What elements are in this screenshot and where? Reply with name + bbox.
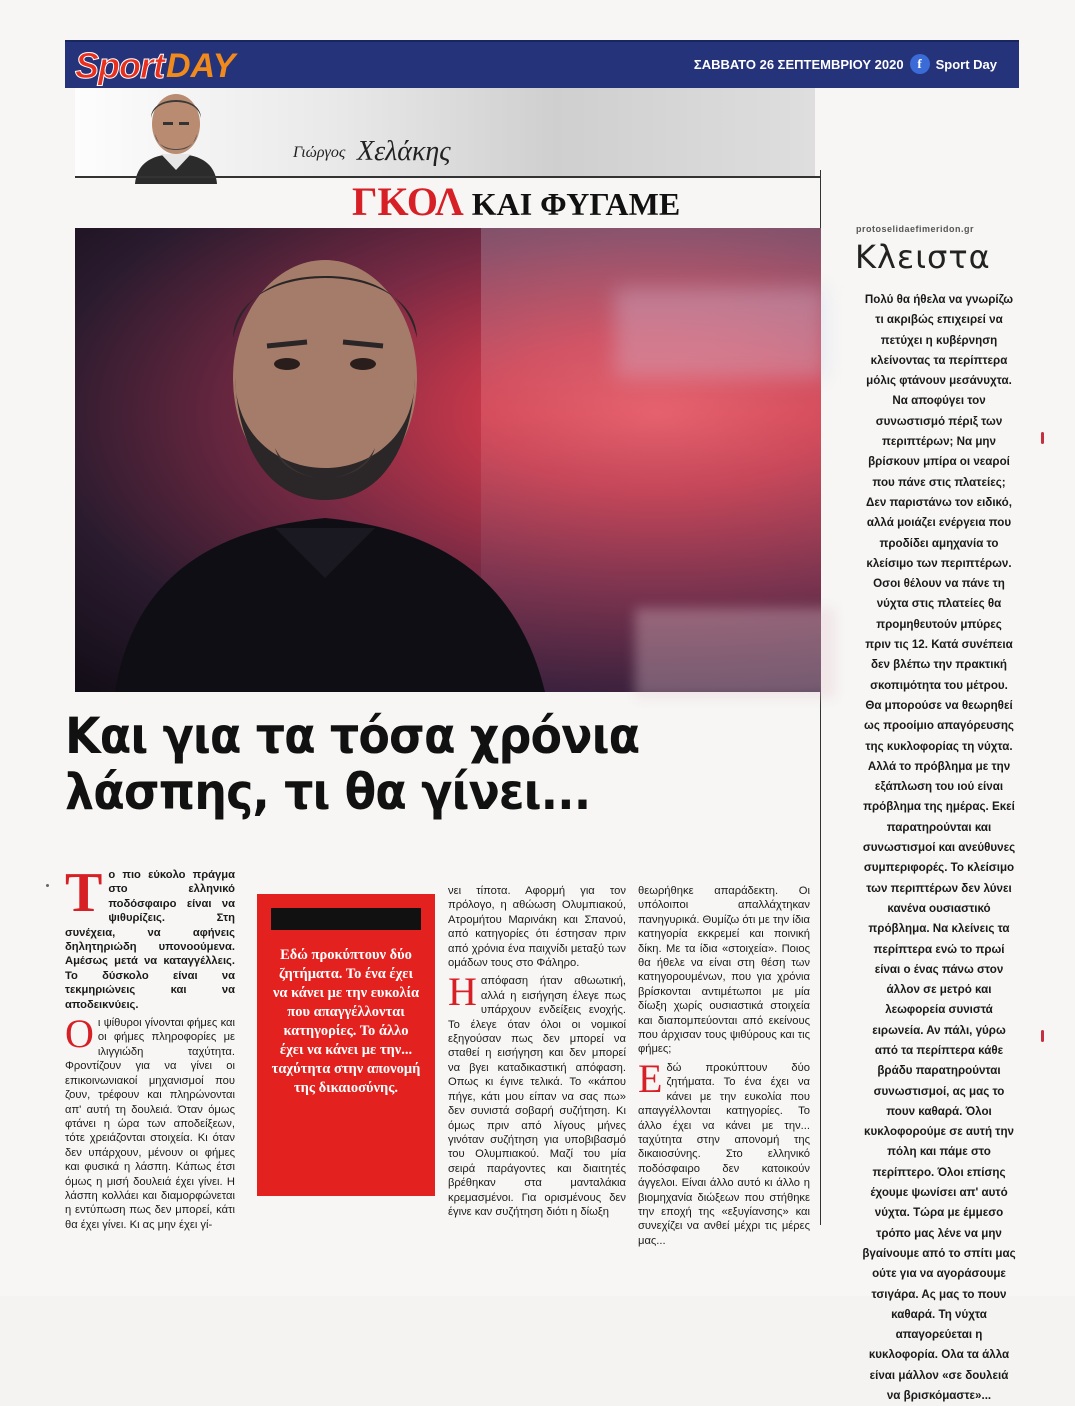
- issue-date: ΣΑΒΒΑΤΟ 26 ΣΕΠΤΕΜΒΡΙΟΥ 2020: [693, 56, 904, 72]
- column-1-text: ι ψίθυροι γίνονται φήμες και οι φήμες πληροφορίες με ιλιγγιώδη ταχύτητα. Φροντίζουν για να γίνει οι επικοινωνιακοί μηχανισμοί που ζουν, τρέφουν και πληρώνονται απ' αυτή τη δουλειά. Όταν όμως φτάνει η ώρα των αποδείξεων, τότε χρειάζονται στοιχεία. Κι όταν δεν υπάρχουν, μένουν οι φήμες και φυσικά η λάσπη. Κάπως έτσι όμως η μισή δουλειά έχει γίνει. Η λάσπη κολλάει και διαμορφώνεται η εντύπωση πως δεν μπορεί, κάτι θα έχει γίνει. Κι ας μην έχει γί-: [65, 1017, 235, 1231]
- article-headline: [65, 708, 746, 820]
- sidebar-text: Πολύ θα ήθελα να γνωρίζω τι ακριβώς επιχειρεί να πετύχει η κυβέρνηση κλείνοντας τα περίπτερα μόλις φτάνουν μεσάνυχτα. Να αποφύγει τον συνωστισμό πέριξ των περιπτέρων; Να μην βρίσκουν μπίρα οι νεαροί που πάνε στις πλατείες; Δεν παριστάνω τον ειδικό, αλλά μοιάζει ενέργεια που προδίδει αμηχανία το κλείσιμο των περιπτέρων. Οσοι θέλουν να πάνε τη νύχτα στις πλατείες θα προμηθευτούν μπύρες πριν τις 12. Κατά συνέπεια δεν βλέπω την πρακτική σκοπιμότητα του μέτρου. Θα μπορούσε να θεωρηθεί ως προοίμιο απαγόρευσης της κυκλοφορίας τη νύχτα. Αλλά το πρόβλημα με την εξάπλωση του ιού είναι πρόβλημα της ημέρας. Εκεί παρατηρούνται και συνωστισμοί και ανεύθυνες συμπεριφορές. Το κλείσιμο των περιπτέρων δεν λύνει κανένα ουσιαστικό πρόβλημα. Να κλείνεις τα περίπτερα ενώ το πρωί είναι ο ένας πάνω στον άλλον σε μετρό και λεωφορεία συνιστά ειρωνεία. Αν πάλι, γύρω από τα περίπτερα κάθε βράδυ παρατηρούνται συνωστισμοί, ας μας το πουν καθαρά. Όλοι κυκλοφορούμε σε αυτή την πόλη και πάμε στο περίπτερο. Όλοι επίσης έχουμε ψωνίσει απ' αυτό νύχτα. Τώρα με έμμεσο τρόπο μας λένε να μην βγαίνουμε από το σπίτι μας ούτε για να αγοράσουμε τσιγάρα. Ας μας το πουν καθαρά. Τη νύχτα απαγορεύεται η κυκλοφορία. Ολα τα άλλα είναι μάλλον «σε δουλειά να βρισκόμαστε»...: [862, 293, 1016, 1403]
- column-3-text: δώ προκύπτουν δύο ζητήματα. Το ένα έχει να κάνει με την ευκολία που απαγγέλλονται κατηγορίες. Το άλλο έχει να κάνει με την... ταχύτητα στην απονομή της δικαιοσύνης. Στο ελληνικό ποδόσφαιρο δεν κατοικούν άγγελοι. Είναι άλλο αυτό κι άλλο η βιομηχανία διώξεων που στήθηκε την εποχή της «εξυγίανσης» και συνεχίζει να ανθεί μέχρι τις μέρες μας...: [638, 1061, 810, 1247]
- headline-line-2: λάσπης, τι θα γίνει...: [65, 763, 591, 821]
- site-watermark: protoselidaefimeridon.gr: [856, 224, 975, 234]
- margin-mark: [1041, 1030, 1044, 1042]
- column-title: [352, 178, 680, 225]
- article-column-3: [638, 884, 810, 1248]
- author-portrait-icon: [127, 80, 225, 184]
- social-label: Sport Day: [935, 56, 997, 72]
- pull-quote-text: Εδώ προκύπτουν δύο ζητήματα. Το ένα έχει να κάνει με την ευκολία που απαγγέλλονται κατηγορίες. Το άλλο έχει να κάνει με την... ταχύτητα στην απονομή της δικαιοσύνης.: [271, 947, 421, 1096]
- facebook-icon: f: [910, 54, 930, 74]
- author-last-name: Χελάκης: [357, 136, 451, 167]
- headline-line-1: Και για τα τόσα χρόνια: [65, 707, 640, 765]
- author-first-name: Γιώργος: [293, 144, 346, 161]
- column-3-paragraph-2: [638, 1055, 810, 1248]
- article-column-2: [448, 884, 626, 1219]
- dropcap-2: Ο: [65, 1011, 94, 1057]
- columnist-header: [75, 88, 815, 178]
- dropcap-3: Η: [448, 969, 477, 1015]
- pull-quote-bar: [271, 908, 421, 930]
- column-title-red: ΓΚΟΛ: [352, 179, 464, 224]
- column-2-paragraph-2: [448, 969, 626, 1219]
- column-3-paragraph-1: θεωρήθηκε απαράδεκτη. Οι υπόλοιποι απαλλάχτηκαν πανηγυρικά. Θυμίζω ότι με την ίδια κατηγορία εκκρεμεί και ποινική δίκη. Με τα ίδια «στοιχεία». Ποιος θα ήθελε να είναι στη θέση των κατηγορουμένων, που για χρόνια βρίσκονται αντιμέτωποι με μία δίωξη χωρίς ουσιαστικά στοιχεία και διαπομπεύονται από εκείνους που άρχισαν τους ψιθύρους και τις φήμες;: [638, 885, 810, 1056]
- article-photo: [75, 228, 821, 692]
- column-2-paragraph-1: νει τίποτα. Αφορμή για τον πρόλογο, η αθώωση Ολυμπιακού, Ατρομήτου Μαρινάκη και Σπανού, από κατηγορίες ότι έστησαν πριν από χρόνια ένα παιχνίδι μεταξύ των ομάδων τους στο Φάληρο.: [448, 885, 626, 970]
- article-lead: [65, 862, 235, 1012]
- logo-day-text: DAY: [166, 46, 236, 85]
- margin-dot: [46, 884, 49, 887]
- lead-text: ο πιο εύκολο πράγμα στο ελληνικό ποδόσφαιρο είναι να ψιθυρίζεις. Στη συνέχεια, να αφήνεις δηλητηριώδη υπονοούμενα. Αμέσως μετά να καταγγέλλεις. Το δύσκολο είναι να τεκμηριώνεις και να αποδεικνύεις.: [65, 869, 235, 1011]
- column-1-paragraph: [65, 1011, 235, 1232]
- column-2-text: απόφαση ήταν αθωωτική, αλλά η εισήγηση έλεγε πως υπάρχουν ενδείξεις ενοχής. Το έλεγε όταν όλοι οι νομικοί εξηγούσαν πως δεν μπορεί να σταθεί η εισήγηση και δεν μπορεί να βγει καταδικαστική απόφαση. Οπως κι έγινε τελικά. Το «κάπου πήγε, κάτι μου είπαν να σας πω» δεν συνιστά σοβαρή συζήτηση. Κι όμως πριν από λίγους μήνες γινόταν συζήτηση για υποβιβασμό του Ολυμπιακού. Μαζί του μία σειρά παράγοντες και διαιτητές βρέθηκαν στα μανταλάκια κρεμασμένοι. Για ορισμένους δεν έγινε καν συζήτηση διότι η δίωξη: [448, 975, 626, 1218]
- article-column-1: [65, 862, 235, 1232]
- margin-mark: [1041, 432, 1044, 444]
- masthead-info: [694, 54, 997, 74]
- dropcap-4: Ε: [638, 1055, 663, 1101]
- sidebar-title: Κλειστα: [855, 238, 991, 276]
- logo-sport-text: Sport: [75, 45, 164, 86]
- pull-quote-box: [257, 894, 435, 1196]
- column-title-black: ΚΑΙ ΦΥΓΑΜΕ: [463, 186, 681, 222]
- dropcap-1: Τ: [65, 862, 103, 924]
- man-portrait-image: [75, 228, 821, 692]
